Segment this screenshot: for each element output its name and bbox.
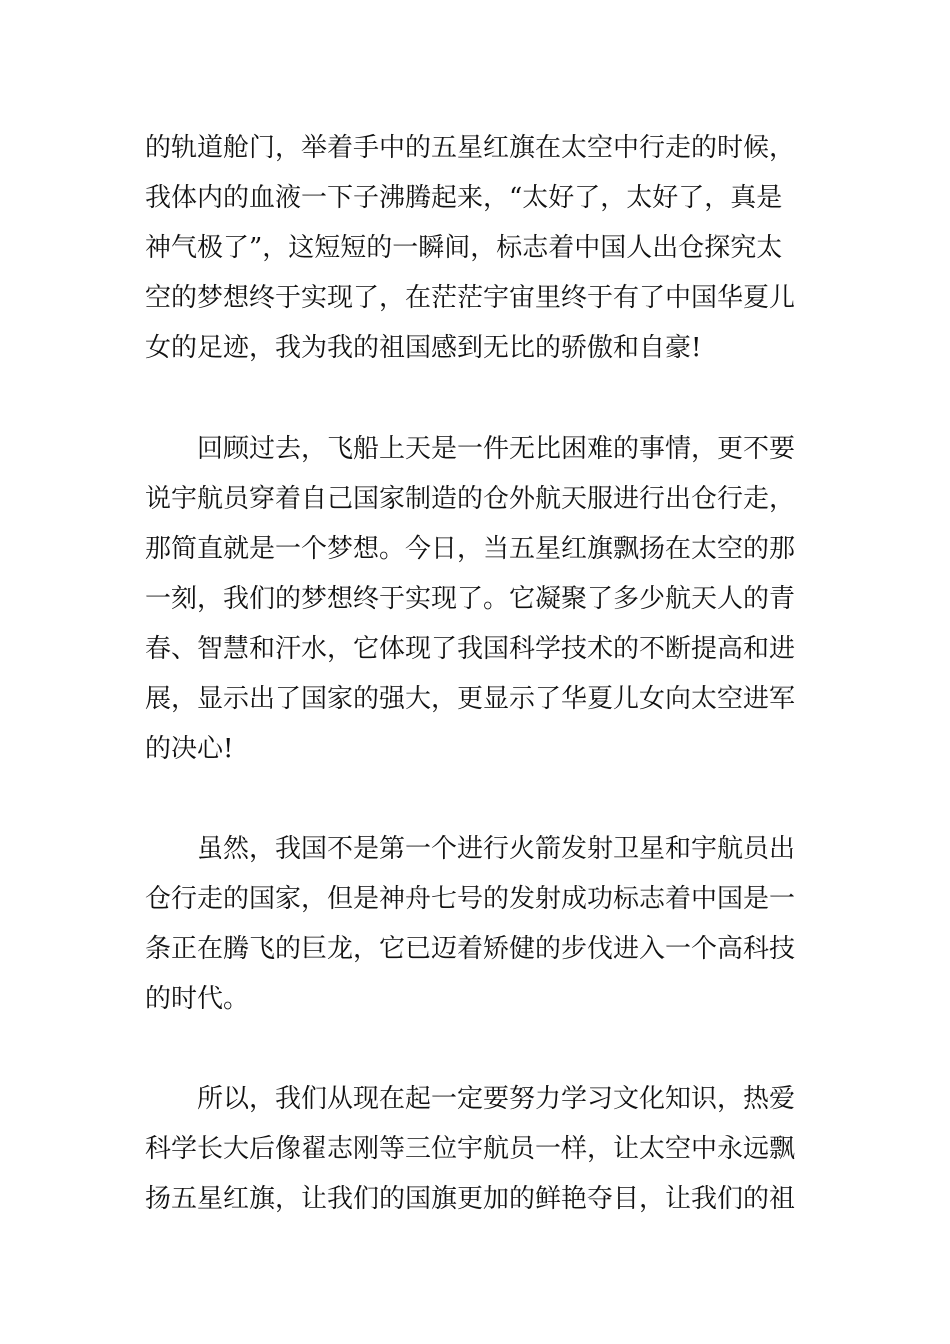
paragraph-line: 仓行走的国家，但是神舟七号的发射成功标志着中国是一 [145, 884, 796, 914]
paragraph-line: 的决心! [145, 734, 234, 764]
paragraph-line: 女的足迹，我为我的祖国感到无比的骄傲和自豪! [145, 333, 702, 363]
paragraph-line: 展，显示出了国家的强大，更显示了华夏儿女向太空进军 [145, 684, 796, 714]
paragraph-line: 虽然，我国不是第一个进行火箭发射卫星和宇航员出 [197, 834, 796, 864]
paragraph-line: 扬五星红旗，让我们的国旗更加的鲜艳夺目，让我们的祖 [145, 1184, 796, 1214]
paragraph-line: 的时代。 [145, 984, 250, 1014]
paragraph-line: 神气极了”，这短短的一瞬间，标志着中国人出仓探究太 [145, 233, 783, 263]
paragraph-line: 一刻，我们的梦想终于实现了。它凝聚了多少航天人的青 [145, 584, 796, 614]
paragraph-1 [145, 123, 815, 373]
paragraph-3 [145, 824, 815, 1024]
paragraph-line: 空的梦想终于实现了，在茫茫宇宙里终于有了中国华夏儿 [145, 283, 796, 313]
paragraph-line: 条正在腾飞的巨龙，它已迈着矫健的步伐进入一个高科技 [145, 934, 796, 964]
paragraph-line: 的轨道舱门，举着手中的五星红旗在太空中行走的时候， [145, 133, 796, 163]
paragraph-4 [145, 1074, 815, 1224]
paragraph-line: 回顾过去，飞船上天是一件无比困难的事情，更不要 [197, 434, 796, 464]
paragraph-line: 科学长大后像翟志刚等三位宇航员一样，让太空中永远飘 [145, 1134, 796, 1164]
paragraph-line: 那简直就是一个梦想。今日，当五星红旗飘扬在太空的那 [145, 534, 796, 564]
paragraph-line: 我体内的血液一下子沸腾起来，“太好了，太好了，真是 [145, 183, 783, 213]
paragraph-2 [145, 424, 815, 774]
paragraph-line: 所以，我们从现在起一定要努力学习文化知识，热爱 [197, 1084, 796, 1114]
paragraph-line: 春、智慧和汗水，它体现了我国科学技术的不断提高和进 [145, 634, 796, 664]
paragraph-line: 说宇航员穿着自己国家制造的仓外航天服进行出仓行走， [145, 484, 796, 514]
